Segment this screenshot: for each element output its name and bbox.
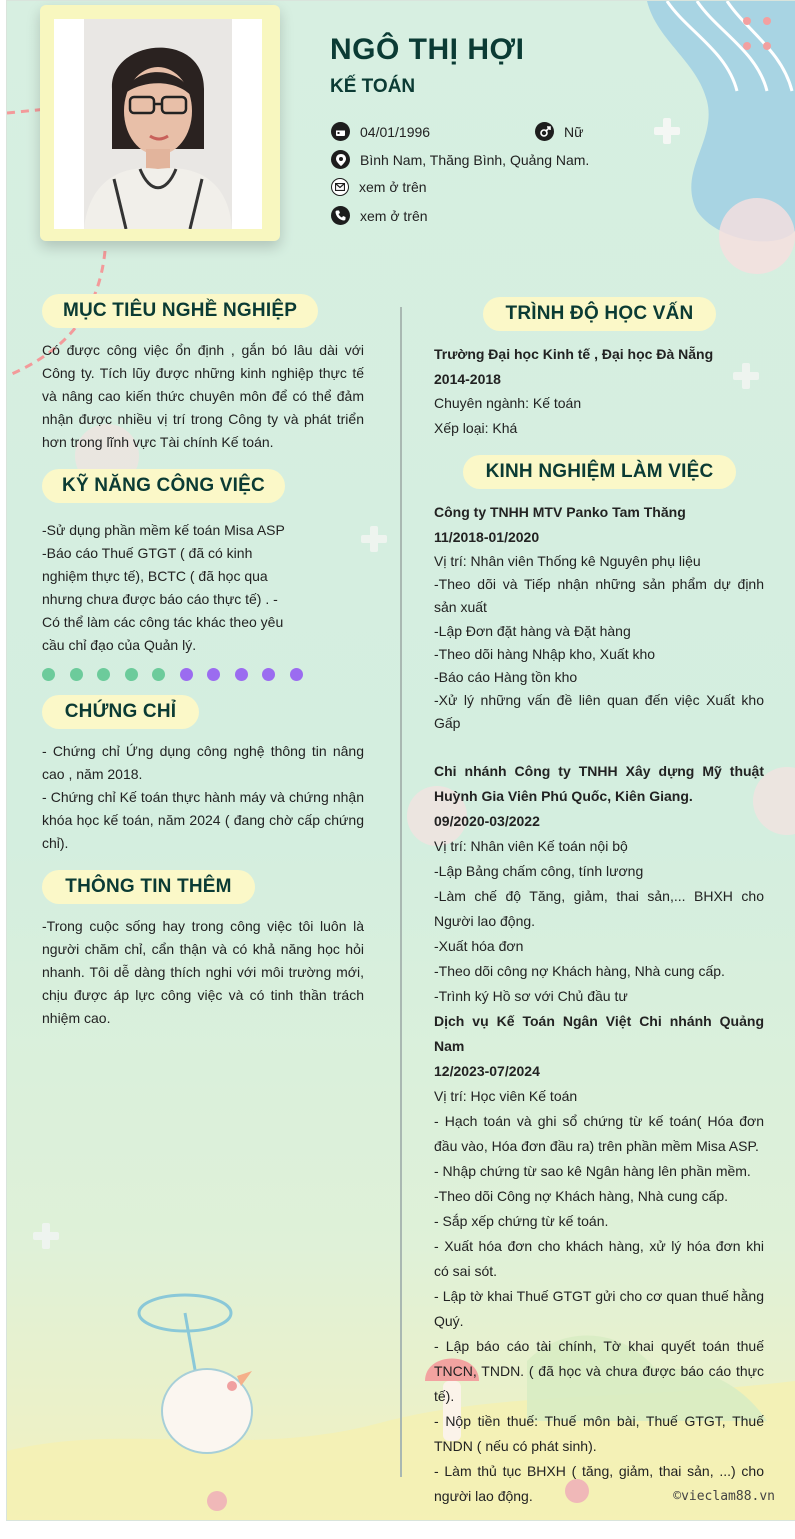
job-line: Vị trí: Học viên Kế toán	[434, 1088, 578, 1104]
job-line: -Theo dõi công nợ Khách hàng, Nhà cung cấp.	[434, 963, 725, 979]
address-value: Bình Nam, Thăng Bình, Quảng Nam.	[360, 151, 590, 168]
job-line: -Theo dõi Công nợ Khách hàng, Nhà cung cấp.	[434, 1188, 729, 1204]
gender-row	[535, 122, 583, 141]
job-line: -Theo dõi hàng Nhập kho, Xuất kho	[434, 645, 656, 662]
section-title-skills: KỸ NĂNG CÔNG VIỆC	[42, 469, 285, 503]
full-name: NGÔ THỊ HỢI	[330, 33, 525, 66]
birthdate-value: 04/01/1996	[360, 123, 431, 140]
cross-decoration	[31, 1221, 61, 1251]
skill-line: nhưng chưa được báo cáo thực tế) . -	[42, 591, 278, 607]
job-title: KẾ TOÁN	[330, 76, 416, 97]
job-company: Dịch vụ Kế Toán Ngân Việt Chi nhánh Quảng Nam	[434, 1013, 764, 1054]
education-period: 2014-2018	[434, 370, 501, 387]
section-title-education: TRÌNH ĐỘ HỌC VẤN	[483, 297, 716, 331]
gender-icon	[535, 122, 554, 141]
skills-list	[42, 519, 312, 657]
education-grade: Xếp loại: Khá	[434, 419, 518, 436]
person-portrait-icon	[54, 19, 262, 229]
rating-dot-filled	[70, 668, 83, 681]
phone-row	[331, 206, 428, 225]
job-line: - Nộp tiền thuế: Thuế môn bài, Thuế GTGT, Thuế TNDN ( nếu có phát sinh).	[434, 1413, 764, 1454]
birthdate-row	[331, 122, 430, 141]
job-line: -Lập Bảng chấm công, tính lương	[434, 863, 644, 879]
rating-dot-empty	[235, 668, 248, 681]
job-line: -Theo dõi và Tiếp nhận những sản phẩm dự định sản xuất	[434, 576, 764, 616]
cross-decoration	[359, 524, 389, 554]
phone-value: xem ở trên	[360, 207, 428, 224]
job-line: - Lập tờ khai Thuế GTGT gửi cho cơ quan thuế hằng Quý.	[434, 1288, 764, 1329]
rating-dot-empty	[290, 668, 303, 681]
education-block	[434, 342, 764, 440]
education-school: Trường Đại học Kinh tế , Đại học Đà Nẵng	[434, 346, 714, 362]
job-block	[434, 759, 764, 1009]
calendar-icon	[331, 122, 350, 141]
job-line: -Lập Đơn đặt hàng và Đặt hàng	[434, 622, 631, 639]
job-line: Vị trí: Nhân viên Kế toán nội bộ	[434, 838, 628, 854]
section-title-experience: KINH NGHIỆM LÀM VIỆC	[463, 455, 736, 489]
job-period: 09/2020-03/2022	[434, 813, 540, 829]
job-line: - Nhập chứng từ sao kê Ngân hàng lên phần mềm.	[434, 1163, 751, 1179]
email-row	[331, 178, 427, 196]
job-line: -Trình ký Hồ sơ với Chủ đầu tư	[434, 988, 628, 1004]
rating-dot-filled	[152, 668, 165, 681]
job-line: Vị trí: Nhân viên Thống kê Nguyên phụ liệu	[434, 553, 701, 569]
rating-dot-empty	[180, 668, 193, 681]
job-line: - Sắp xếp chứng từ kế toán.	[434, 1213, 609, 1229]
cv-page	[6, 0, 795, 1521]
profile-photo	[54, 19, 262, 229]
job-line: -Báo cáo Hàng tồn kho	[434, 669, 578, 686]
job-line: - Làm thủ tục BHXH ( tăng, giảm, thai sản, ...) cho người lao động.	[434, 1463, 764, 1504]
job-period: 11/2018-01/2020	[434, 529, 540, 545]
certificate-item: - Chứng chỉ Ứng dụng công nghệ thông tin nâng cao , năm 2018.	[42, 743, 364, 782]
extra-info-text: -Trong cuộc sống hay trong công việc tôi luôn là người chăm chỉ, cẩn thận và có khả năng học hỏi nhanh. Tôi dễ dàng thích nghi với môi trường mới, chịu được áp lực công việc và có tinh thần trách nhiệm cao.	[42, 918, 364, 1026]
job-line: - Xuất hóa đơn cho khách hàng, xử lý hóa đơn khi có sai sót.	[434, 1238, 764, 1279]
rating-dot-filled	[125, 668, 138, 681]
address-row	[331, 150, 589, 169]
location-pin-icon	[331, 150, 350, 169]
job-line: -Xuất hóa đơn	[434, 938, 524, 954]
cross-decoration	[652, 116, 682, 146]
job-line: - Hạch toán và ghi sổ chứng từ kế toán( Hóa đơn đầu vào, Hóa đơn đầu ra) trên phần mềm Misa ASP.	[434, 1113, 764, 1154]
rating-dot-empty	[207, 668, 220, 681]
section-title-certificates: CHỨNG CHỈ	[42, 695, 199, 729]
job-line: - Lập báo cáo tài chính, Tờ khai quyết toán thuế TNCN, TNDN. ( đã học và chưa được báo cáo thực tế).	[434, 1338, 764, 1404]
watermark: ©vieclam88.vn	[673, 1489, 775, 1504]
job-line: -Xử lý những vấn đề liên quan đến việc Xuất kho Gấp	[434, 692, 764, 732]
duck-illustration	[137, 1291, 257, 1461]
section-title-extra: THÔNG TIN THÊM	[42, 870, 255, 904]
rating-dot-filled	[97, 668, 110, 681]
rating-dot-empty	[262, 668, 275, 681]
objective-text: Có được công việc ổn định , gắn bó lâu dài với Công ty. Tích lũy được những kinh nghiệp thực tế và nâng cao kiến thức chuyên môn để có thể đảm nhận được nhiều vị trí trong Công ty và phát triển hơn trong lĩnh vực Tài chính Kế toán.	[42, 342, 364, 450]
skill-line: cầu chỉ đạo của Quản lý.	[42, 637, 197, 653]
mail-icon	[331, 178, 349, 196]
certificate-item: - Chứng chỉ Kế toán thực hành máy và chứng nhận khóa học kế toán, năm 2024 ( đang chờ cấp chứng chỉ).	[42, 789, 364, 851]
phone-icon	[331, 206, 350, 225]
job-block	[434, 500, 764, 736]
email-value: xem ở trên	[359, 179, 427, 195]
gender-value: Nữ	[564, 123, 584, 140]
certificates-list	[42, 740, 364, 855]
column-divider	[400, 307, 402, 1477]
skill-line: nghiệm thực tế), BCTC ( đã học qua	[42, 568, 268, 584]
rating-dot-filled	[42, 668, 55, 681]
section-title-objective: MỤC TIÊU NGHỀ NGHIỆP	[42, 294, 318, 328]
skill-line: -Sử dụng phần mềm kế toán Misa ASP	[42, 522, 285, 538]
skill-line: -Báo cáo Thuế GTGT ( đã có kinh	[42, 545, 253, 561]
photo-frame	[40, 5, 280, 241]
job-period: 12/2023-07/2024	[434, 1063, 540, 1079]
education-major: Chuyên ngành: Kế toán	[434, 395, 582, 411]
skill-line: Có thể làm các công tác khác theo yêu	[42, 614, 284, 630]
job-block	[434, 1009, 764, 1509]
job-line: -Làm chế độ Tăng, giảm, thai sản,... BHXH cho Người lao động.	[434, 888, 764, 929]
job-company: Chi nhánh Công ty TNHH Xây dựng Mỹ thuật Huỳnh Gia Viên Phú Quốc, Kiên Giang.	[434, 763, 764, 804]
blob-decoration	[707, 191, 795, 281]
job-company: Công ty TNHH MTV Panko Tam Thăng	[434, 504, 686, 520]
